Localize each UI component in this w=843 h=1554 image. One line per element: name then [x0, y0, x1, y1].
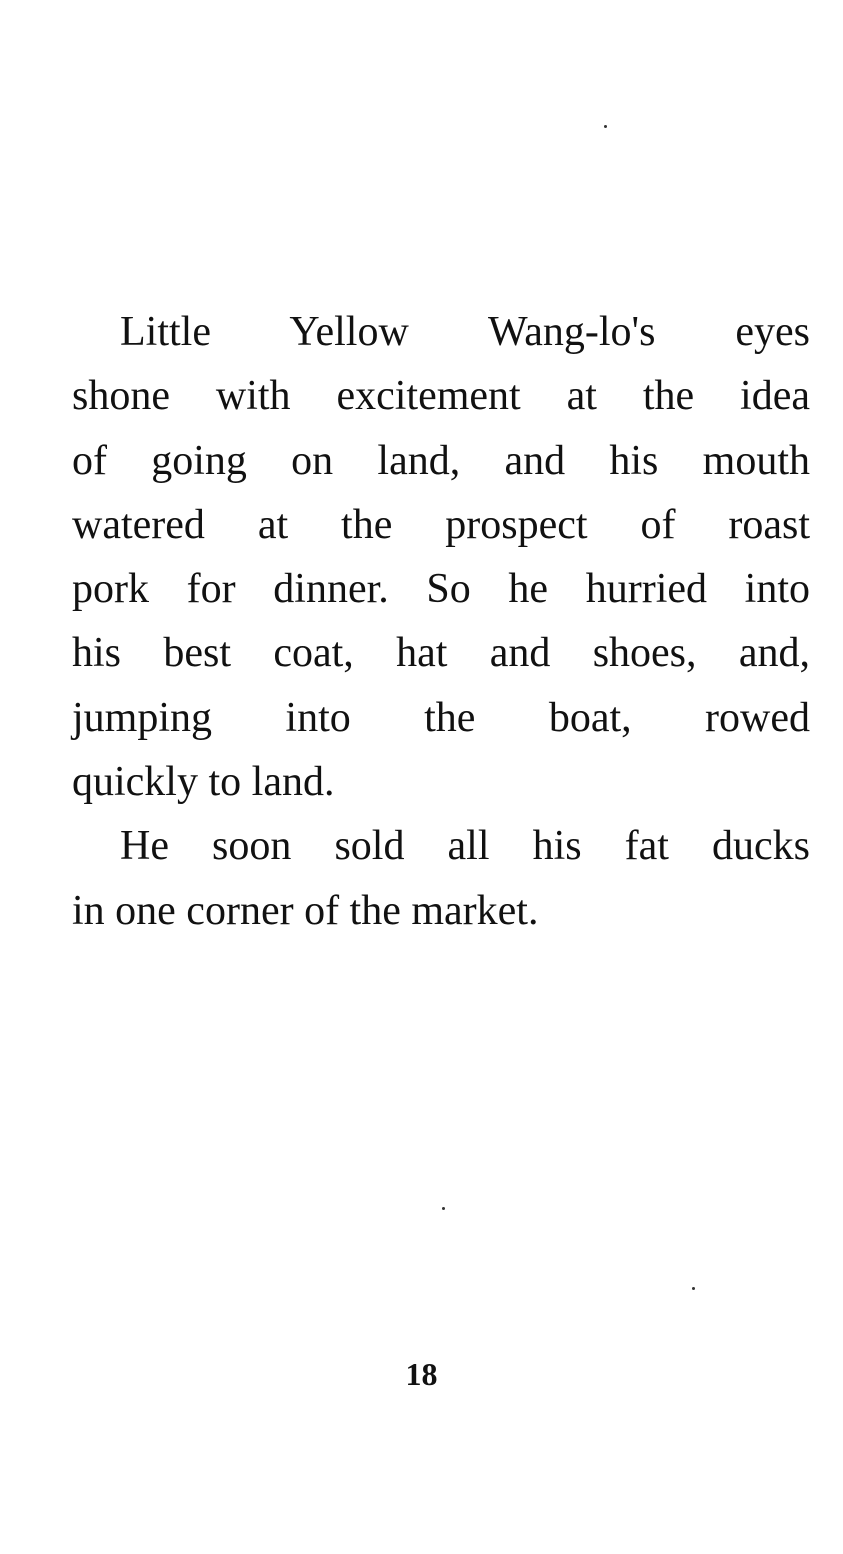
text-line: watered at the prospect of roast	[72, 501, 810, 548]
text-line: shone with excitement at the idea	[72, 373, 810, 420]
print-speck	[604, 125, 607, 128]
text-line: in one corner of the market.	[72, 887, 539, 934]
text-line: quickly to land.	[72, 759, 335, 806]
text-line: He soon sold all his fat ducks	[120, 823, 810, 870]
print-speck	[692, 1287, 695, 1290]
paragraph-1	[72, 300, 810, 814]
text-line: Little Yellow Wang-lo's eyes	[120, 309, 810, 355]
body-text	[72, 300, 810, 943]
paragraph-2	[72, 814, 810, 943]
page-number: 18	[405, 1356, 438, 1392]
text-line: pork for dinner. So he hurried into	[72, 566, 810, 613]
print-speck	[442, 1207, 445, 1210]
text-line: jumping into the boat, rowed	[72, 694, 810, 741]
text-line: his best coat, hat and shoes, and,	[72, 630, 810, 677]
text-line: of going on land, and his mouth	[72, 437, 810, 484]
